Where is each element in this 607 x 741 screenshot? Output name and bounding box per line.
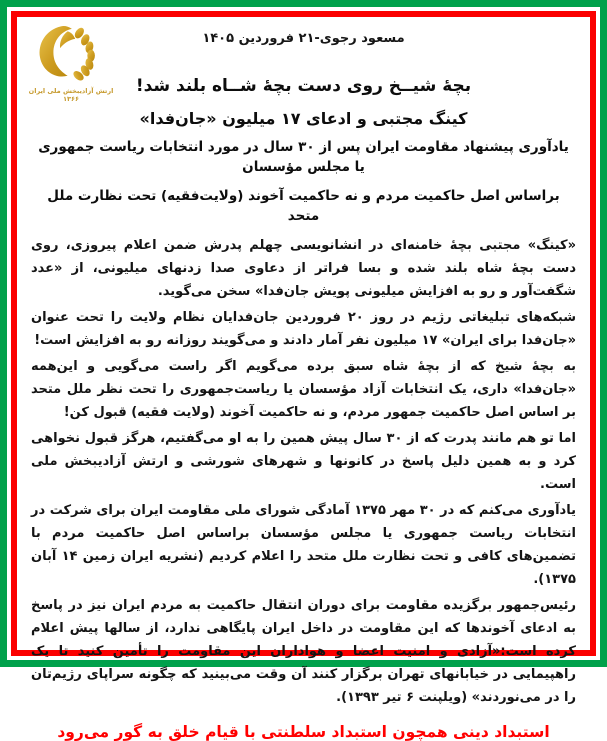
logo-year: ۱۳۶۶ <box>63 95 79 104</box>
paragraph-2: شبکه‌های تبلیغاتی رژیم در روز ۲۰ فروردین جان‌فدایان نظام ولایت را تحت عنوان «جان‌فدا برای ایران» ۱۷ میلیون نفر آمار دادند و می‌گویند روزانه رو به افزایش است! <box>31 310 576 349</box>
logo-caption: ارتش آزادیبخش ملی ایران <box>28 87 114 95</box>
body-text <box>31 234 576 709</box>
paragraph-4: اما تو هم مانند پدرت که از ۳۰ سال پیش همین را به او می‌گفتیم، هرگز قبول نخواهی کرد و به همین دلیل پاسخ در کانونها و شهرهای شورشی و ارتش آزادیبخش ملی است. <box>31 431 576 493</box>
paragraph-5: یادآوری می‌کنم که در ۳۰ مهر ۱۳۷۵ آمادگی شورای ملی مقاومت ایران برای شرکت در انتخابات ریاست جمهوری یا مجلس مؤسسان براساس اصل حاکمیت مردم با تضمین‌های کافی و تحت نظارت ملل متحد را اعلام کردیم (نشریه ایران زمین ۱۴ آبان ۱۳۷۵). <box>31 503 576 588</box>
subtitle-line-2: براساس اصل حاکمیت مردم و نه حاکمیت آخوند (ولایت‌فقیه) تحت نظارت ملل متحد <box>47 188 560 224</box>
red-frame-content <box>11 11 596 741</box>
subtitle-line-1: یادآوری پیشنهاد مقاومت ایران پس از ۳۰ سال در مورد انتخابات ریاست جمهوری یا مجلس مؤسسان <box>38 139 569 175</box>
footer-slogan: استبداد دینی همچون استبداد سلطنتی با قیام خلق به گور می‌رود <box>57 723 550 741</box>
paragraph-3: به بچهٔ شیخ که از بچهٔ شاه سبق برده می‌گویم اگر راست می‌گویی و این‌همه «جان‌فدا» داری، یک انتخابات آزاد مؤسسان یا ریاست‌جمهوری را تحت نظر ملل متحد بر اساس اصل حاکمیت جمهور مردم، و نه حاکمیت آخوند (ولایت فقیه) قبول کن! <box>31 359 576 421</box>
organization-logo <box>25 23 117 103</box>
byline-date: مسعود رجوی-۲۱ فروردین ۱۴۰۵ <box>202 31 405 46</box>
paragraph-1: «کینگ» مجتبی بچهٔ خامنه‌ای در انشانویسی چهلم پدرش ضمن اعلام پیروزی، روی دست بچهٔ شاه بلند شده و بسا فراتر از دعاوی صدا زدنهای میلیونی، از «عدد شگفت‌آور و رو به افزایش میلیونی پویش جان‌فدا» سخن می‌گوید. <box>31 238 576 300</box>
headline-main: بچهٔ شیــخ روی دست بچهٔ شــاه بلند شد! <box>135 76 472 96</box>
headline-secondary: کینگ مجتبی و ادعای ۱۷ میلیون «جان‌فدا» <box>139 109 468 128</box>
paragraph-6: رئیس‌جمهور برگزیده مقاومت برای دوران انتقال حاکمیت به مردم ایران نیز در پاسخ به ادعای آخوندها که این مقاومت در داخل ایران پایگاهی ندارد، از سالها پیش اعلام کرده است:«آزادی و امنیت اعضا و هواداران این مقاومت را تأمین کنید تا یک راهپیمایی در خیابانهای تهران برگزار کنند آن وقت می‌بینید که چگونه سراپای رژیم‌تان را در می‌نوردند» (ویلپنت ۶ تیر ۱۳۹۳). <box>31 598 576 706</box>
